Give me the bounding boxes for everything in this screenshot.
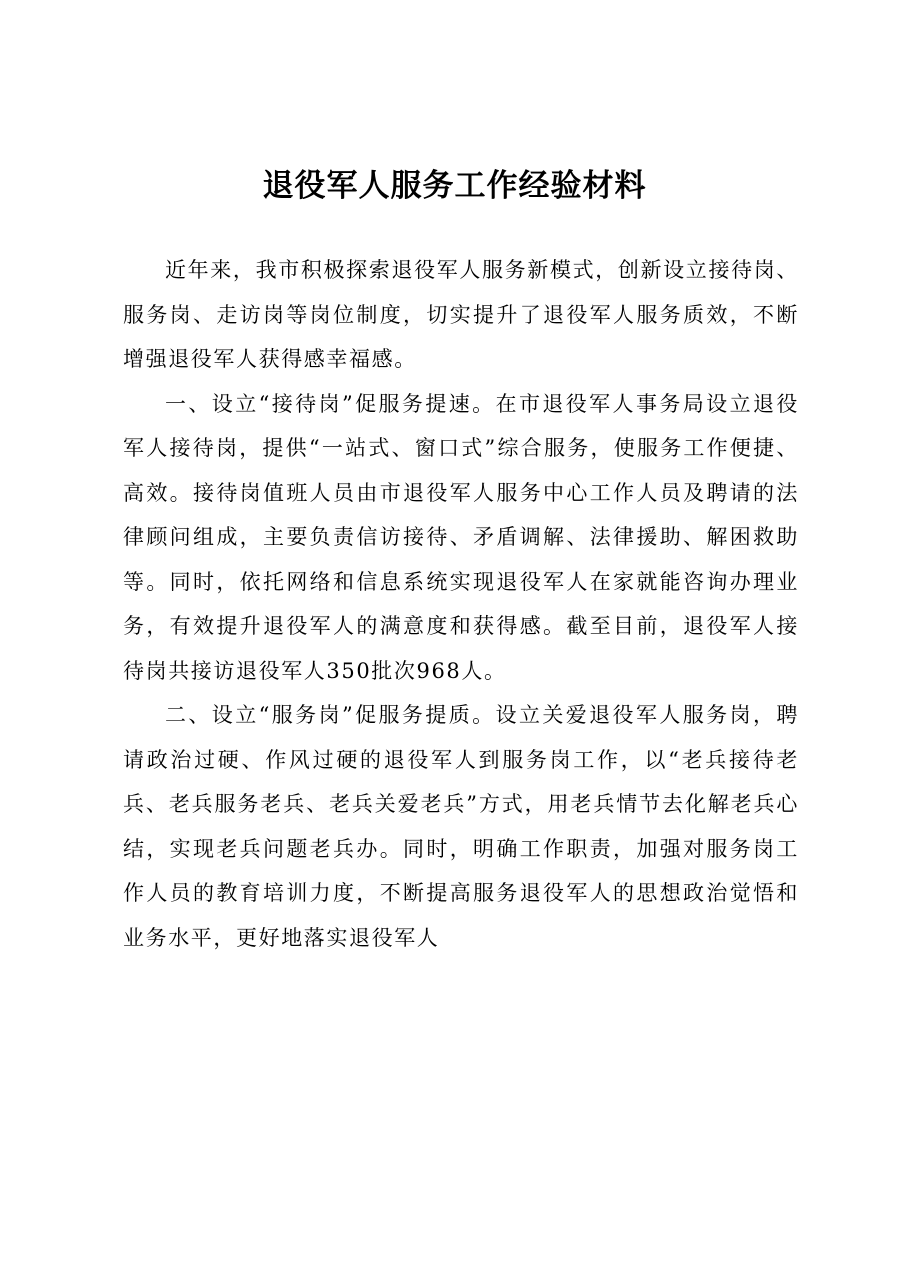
paragraph-reception-post: 一、设立“接待岗”促服务提速。在市退役军人事务局设立退役军人接待岗，提供“一站式、窗口式”综合服务，使服务工作便捷、高效。接待岗值班人员由市退役军人服务中心工作人员及聘请的法律顾问组成，主要负责信访接待、矛盾调解、法律援助、解困救助等。同时，依托网络和信息系统实现退役军人在家就能咨询办理业务，有效提升退役军人的满意度和获得感。截至目前，退役军人接待岗共接访退役军人350批次968人。 <box>123 391 799 683</box>
document-body <box>123 248 799 960</box>
document-title: 退役军人服务工作经验材料 <box>262 168 647 204</box>
paragraph-intro: 近年来，我市积极探索退役军人服务新模式，创新设立接待岗、服务岗、走访岗等岗位制度，切实提升了退役军人服务质效，不断增强退役军人获得感幸福感。 <box>123 258 799 371</box>
paragraph-service-post: 二、设立“服务岗”促服务提质。设立关爱退役军人服务岗，聘请政治过硬、作风过硬的退役军人到服务岗工作，以“老兵接待老兵、老兵服务老兵、老兵关爱老兵”方式，用老兵情节去化解老兵心结，实现老兵问题老兵办。同时，明确工作职责，加强对服务岗工作人员的教育培训力度，不断提高服务退役军人的思想政治觉悟和业务水平，更好地落实退役军人 <box>123 703 799 950</box>
